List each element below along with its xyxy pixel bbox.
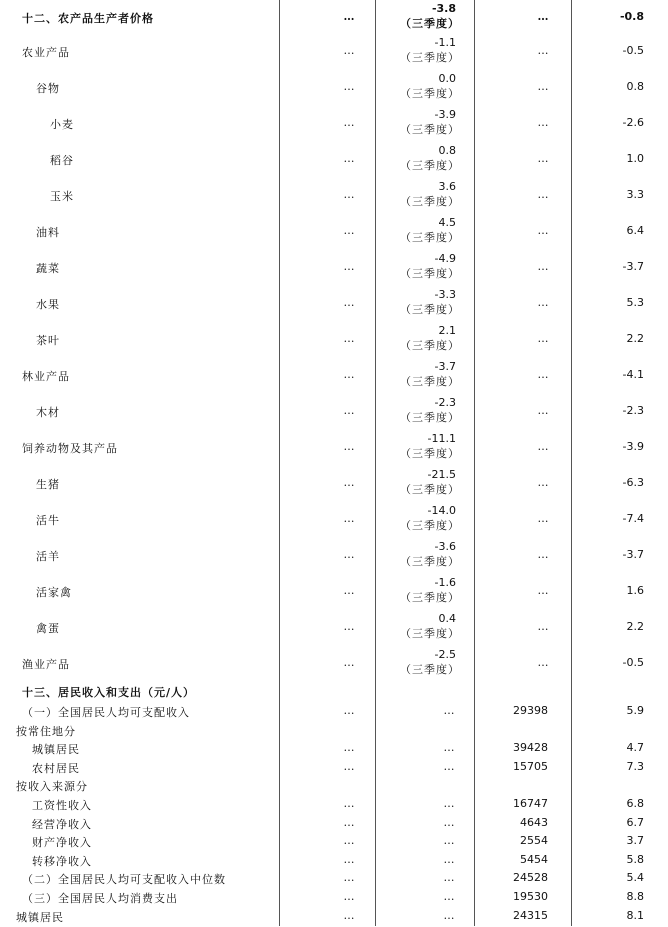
row-label: 财产净收入 — [32, 836, 92, 850]
value-text: -1.1 — [434, 36, 456, 49]
row-label: 农村居民 — [32, 761, 80, 775]
cell-c3: 16747 — [513, 797, 548, 810]
table-row — [0, 504, 668, 546]
table-row — [0, 216, 668, 258]
cell-value — [378, 252, 460, 281]
cell-c3: … — [537, 152, 549, 165]
note-text: （三季度） — [400, 375, 460, 388]
cell-c1: … — [343, 260, 355, 273]
value-text: -3.3 — [434, 288, 456, 301]
row-label: 渔业产品 — [22, 658, 70, 671]
table-row — [0, 144, 668, 186]
note-text: （三季度） — [400, 51, 460, 64]
cell-c4: -2.6 — [622, 116, 644, 129]
note-text: （三季度） — [400, 87, 460, 100]
table-row — [0, 704, 668, 722]
cell-c3: 29398 — [513, 704, 548, 717]
table-row — [0, 252, 668, 294]
row-label: 生猪 — [36, 478, 60, 491]
value-text: 3.6 — [438, 180, 456, 193]
cell-value — [378, 612, 460, 641]
cell-value — [378, 324, 460, 353]
value-text: 0.0 — [438, 72, 456, 85]
cell-c3: 5454 — [520, 852, 548, 866]
value-text: -2.5 — [434, 648, 456, 661]
cell-c4: 6.8 — [626, 797, 644, 810]
row-label: 工资性收入 — [32, 799, 92, 812]
cell-c1: … — [343, 332, 355, 345]
table-row — [0, 180, 668, 222]
cell-c4: -7.4 — [622, 512, 644, 525]
note-text: （三季度） — [400, 447, 460, 460]
cell-c3: … — [537, 404, 549, 417]
cell-c4: 5.9 — [626, 704, 644, 717]
cell-c3: 24315 — [513, 908, 548, 922]
cell-c1: … — [343, 797, 355, 810]
cell-c4: 1.6 — [626, 584, 644, 597]
cell-c4: 5.8 — [626, 852, 644, 866]
cell-c1: … — [343, 620, 355, 633]
table-row — [0, 396, 668, 438]
row-label: 城镇居民 — [16, 910, 64, 924]
cell-c4: 8.1 — [626, 908, 644, 922]
cell-c3: … — [537, 368, 549, 381]
row-label: 禽蛋 — [36, 622, 60, 635]
cell-c4: -3.7 — [622, 260, 644, 273]
table-row — [0, 576, 668, 618]
cell-c1: … — [343, 704, 355, 717]
cell-c3: 24528 — [513, 871, 548, 885]
note-text: （三季度） — [400, 195, 460, 208]
table-row — [0, 36, 668, 78]
cell-c3: … — [537, 548, 549, 561]
cell-c4: 0.8 — [626, 80, 644, 93]
cell-c1: … — [343, 890, 355, 903]
cell-c3: … — [537, 476, 549, 489]
table-row — [0, 72, 668, 114]
value-text: 2.1 — [438, 324, 456, 337]
row-label: 水果 — [36, 298, 60, 311]
table-row — [0, 778, 668, 796]
cell-c3: … — [537, 10, 549, 23]
cell-value — [378, 648, 460, 677]
cell-c1: … — [343, 440, 355, 453]
table-row — [0, 360, 668, 402]
value-text: -3.7 — [434, 360, 456, 373]
cell-c2: … — [443, 741, 455, 755]
cell-c3: 15705 — [513, 759, 548, 773]
row-label: 饲养动物及其产品 — [22, 442, 118, 455]
cell-c4: 1.0 — [626, 152, 644, 165]
table-row — [0, 288, 668, 330]
cell-c1: … — [343, 512, 355, 525]
table-row — [0, 816, 668, 834]
cell-c1: … — [343, 44, 355, 57]
cell-c3: … — [537, 512, 549, 525]
cell-c4: 6.7 — [626, 815, 644, 829]
cell-c4: -0.8 — [619, 10, 644, 23]
row-label: （一）全国居民人均可支配收入 — [22, 706, 190, 719]
cell-c3: … — [537, 44, 549, 57]
table-row — [0, 834, 668, 852]
cell-c4: 2.2 — [626, 620, 644, 633]
row-label: 农业产品 — [22, 46, 70, 59]
table-row — [0, 871, 668, 889]
cell-c4: 3.3 — [626, 188, 644, 201]
cell-c1: … — [343, 871, 355, 885]
cell-c2: … — [443, 908, 455, 922]
note-text: （三季度） — [400, 411, 460, 424]
table-row — [0, 909, 668, 927]
table-row — [0, 797, 668, 815]
cell-c4: 7.3 — [626, 759, 644, 773]
row-label: 经营净收入 — [32, 817, 92, 831]
cell-c1: … — [343, 548, 355, 561]
cell-c3: 39428 — [513, 741, 548, 755]
table-row — [0, 741, 668, 759]
note-text: （三季度） — [400, 303, 460, 316]
cell-c1: … — [343, 224, 355, 237]
cell-c1: … — [343, 116, 355, 129]
cell-c3: … — [537, 80, 549, 93]
cell-c2: … — [443, 871, 455, 885]
cell-c4: -3.9 — [622, 440, 644, 453]
cell-c3: … — [537, 620, 549, 633]
cell-c2: … — [443, 890, 455, 903]
cell-c3: … — [537, 584, 549, 597]
cell-c4: -3.7 — [622, 548, 644, 561]
cell-c2: … — [443, 797, 455, 810]
table-row — [0, 468, 668, 510]
cell-c2: … — [443, 834, 455, 848]
row-label: 小麦 — [50, 118, 74, 131]
value-text: 4.5 — [438, 216, 456, 229]
value-text: -3.6 — [434, 540, 456, 553]
cell-c4: -4.1 — [622, 368, 644, 381]
cell-c4: 2.2 — [626, 332, 644, 345]
cell-c4: 4.7 — [626, 741, 644, 755]
cell-c1: … — [343, 152, 355, 165]
cell-c4: 3.7 — [626, 834, 644, 848]
cell-value — [378, 432, 460, 461]
cell-c3: … — [537, 656, 549, 669]
cell-c1: … — [343, 476, 355, 489]
note-text: （三季度） — [400, 339, 460, 352]
cell-value — [378, 504, 460, 533]
cell-value — [378, 396, 460, 425]
row-label: 蔬菜 — [36, 262, 60, 275]
cell-value — [378, 576, 460, 605]
cell-value — [378, 216, 460, 245]
cell-c4: -2.3 — [622, 404, 644, 417]
cell-c4: 5.4 — [626, 871, 644, 885]
cell-c1: … — [343, 759, 355, 773]
cell-value — [378, 72, 460, 101]
row-label: 油料 — [36, 226, 60, 239]
cell-c4: -0.5 — [622, 656, 644, 669]
row-label: 林业产品 — [22, 370, 70, 383]
cell-value — [378, 2, 460, 31]
cell-c1: … — [343, 834, 355, 848]
table-row — [0, 890, 668, 908]
value-text: -2.3 — [434, 396, 456, 409]
value-text: -14.0 — [427, 504, 456, 517]
value-text: -21.5 — [427, 468, 456, 481]
cell-c3: 19530 — [513, 890, 548, 903]
row-label: 按常住地分 — [16, 724, 76, 738]
cell-c3: … — [537, 296, 549, 309]
note-text: （三季度） — [400, 627, 460, 640]
note-text: （三季度） — [400, 663, 460, 676]
cell-c1: … — [343, 852, 355, 866]
table-row — [0, 324, 668, 366]
cell-c1: … — [343, 656, 355, 669]
cell-value — [378, 144, 460, 173]
cell-c3: 4643 — [520, 815, 548, 829]
note-text: （三季度） — [400, 17, 460, 30]
table-row — [0, 540, 668, 582]
cell-c1: … — [343, 741, 355, 755]
row-label: 谷物 — [36, 82, 60, 95]
cell-c1: … — [343, 296, 355, 309]
section-12-title: 十二、农产品生产者价格 — [22, 12, 154, 25]
cell-c4: 6.4 — [626, 224, 644, 237]
cell-value — [378, 180, 460, 209]
cell-c1: … — [343, 80, 355, 93]
cell-c3: … — [537, 188, 549, 201]
cell-c1: … — [343, 10, 355, 23]
table-row — [0, 853, 668, 871]
cell-c1: … — [343, 908, 355, 922]
row-label: 木材 — [36, 406, 60, 419]
cell-c3: … — [537, 260, 549, 273]
note-text: （三季度） — [400, 483, 460, 496]
table-row — [0, 432, 668, 474]
table-row — [0, 723, 668, 741]
cell-c1: … — [343, 368, 355, 381]
cell-c3: … — [537, 332, 549, 345]
row-label: （三）全国居民人均消费支出 — [22, 892, 178, 905]
cell-c1: … — [343, 815, 355, 829]
cell-c3: 2554 — [520, 834, 548, 848]
note-text: （三季度） — [400, 519, 460, 532]
note-text: （三季度） — [400, 591, 460, 604]
cell-c2: … — [443, 815, 455, 829]
value-text: 0.8 — [438, 144, 456, 157]
row-label: 稻谷 — [50, 154, 74, 167]
section-13-header-row — [0, 684, 668, 702]
cell-value — [378, 360, 460, 389]
row-label: （二）全国居民人均可支配收入中位数 — [22, 873, 226, 887]
row-label: 玉米 — [50, 190, 74, 203]
value-text: -3.9 — [434, 108, 456, 121]
cell-c3: … — [537, 116, 549, 129]
note-text: （三季度） — [400, 159, 460, 172]
cell-c3: … — [537, 224, 549, 237]
row-label: 转移净收入 — [32, 854, 92, 868]
cell-value — [378, 468, 460, 497]
cell-value — [378, 288, 460, 317]
value-text: -4.9 — [434, 252, 456, 265]
row-label: 按收入来源分 — [16, 780, 88, 794]
cell-value — [378, 108, 460, 137]
value-text: -3.8 — [431, 2, 456, 15]
value-text: -11.1 — [427, 432, 456, 445]
cell-value — [378, 540, 460, 569]
cell-c4: -6.3 — [622, 476, 644, 489]
note-text: （三季度） — [400, 555, 460, 568]
value-text: 0.4 — [438, 612, 456, 625]
cell-c4: -0.5 — [622, 44, 644, 57]
table-row — [0, 760, 668, 778]
table-row — [0, 612, 668, 654]
cell-value — [378, 36, 460, 65]
table-row — [0, 108, 668, 150]
cell-c2: … — [443, 759, 455, 773]
row-label: 活家禽 — [36, 586, 72, 599]
section-13-title: 十三、居民收入和支出（元/人） — [22, 686, 196, 699]
cell-c1: … — [343, 404, 355, 417]
value-text: -1.6 — [434, 576, 456, 589]
section-12-header-row — [0, 2, 668, 36]
row-label: 城镇居民 — [32, 743, 80, 757]
cell-c3: … — [537, 440, 549, 453]
note-text: （三季度） — [400, 267, 460, 280]
row-label: 活羊 — [36, 550, 60, 563]
note-text: （三季度） — [400, 231, 460, 244]
cell-c1: … — [343, 188, 355, 201]
row-label: 茶叶 — [36, 334, 60, 347]
note-text: （三季度） — [400, 123, 460, 136]
cell-c1: … — [343, 584, 355, 597]
cell-c2: … — [443, 852, 455, 866]
row-label: 活牛 — [36, 514, 60, 527]
cell-c2: … — [443, 704, 455, 717]
cell-c4: 8.8 — [626, 890, 644, 903]
cell-c4: 5.3 — [626, 296, 644, 309]
